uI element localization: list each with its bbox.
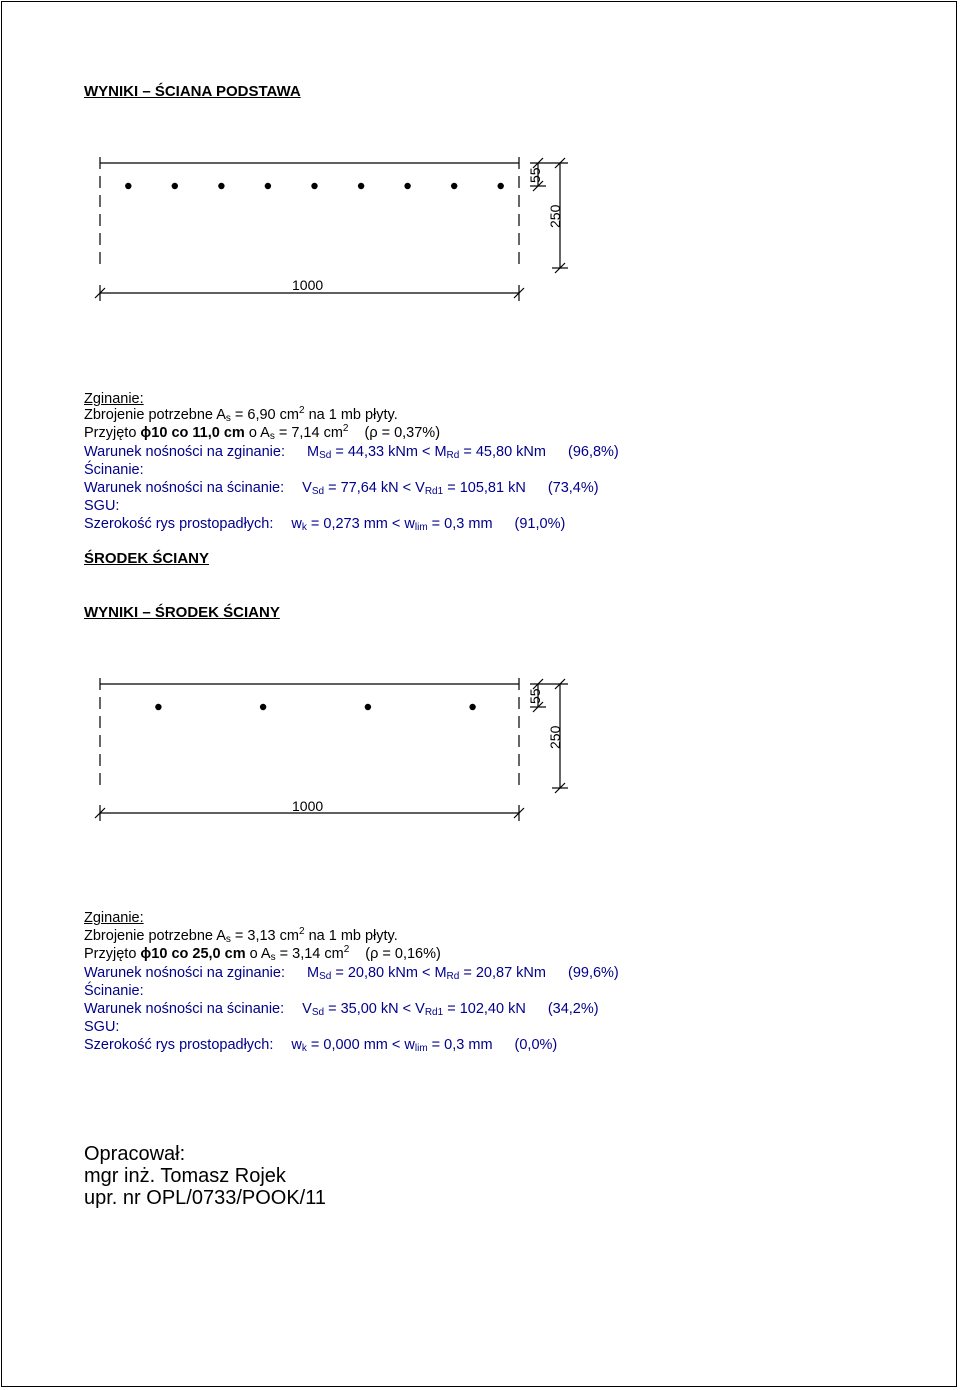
dim-cover-label: 55 xyxy=(527,167,543,183)
s1-warunek-zginanie-row: Warunek nośności na zginanie: $M_{Sd} = 44,33$ kNm < $M_{Rd} = 45,80$ kNm (96,8%) xyxy=(84,444,619,461)
s1-scinanie-label: Ścinanie: xyxy=(84,462,144,478)
author-name: mgr inż. Tomasz Rojek xyxy=(84,1165,286,1187)
dim-width-label: 1000 xyxy=(292,798,324,814)
section1-title: WYNIKI – ŚCIANA PODSTAWA xyxy=(84,83,301,100)
rebar-dot xyxy=(155,704,161,710)
s2-scinanie-label: Ścinanie: xyxy=(84,983,144,999)
rebar-dot xyxy=(358,183,364,189)
srodek-heading: ŚRODEK ŚCIANY xyxy=(84,550,210,567)
section1-diagram xyxy=(0,0,960,330)
rebar-dot xyxy=(172,183,178,189)
rebar-dot xyxy=(218,183,224,189)
s1-zbrojenie-row: Zbrojenie potrzebne $A_s = 6,90$ $cm^2$ na 1 mb płyty. xyxy=(84,405,398,424)
section2-title: WYNIKI – ŚRODEK ŚCIANY xyxy=(84,604,280,621)
author-label: Opracował: xyxy=(84,1143,186,1165)
s2-warunek-zginanie-row: Warunek nośności na zginanie: $M_{Sd} = 20,80$ kNm < $M_{Rd} = 20,87$ kNm (99,6%) xyxy=(84,965,619,982)
s2-zginanie-label: Zginanie: xyxy=(84,910,144,926)
s2-sgu-label: SGU: xyxy=(84,1019,120,1035)
author-license: upr. nr OPL/0733/POOK/11 xyxy=(84,1187,326,1209)
dim-cover-label: 55 xyxy=(527,688,543,704)
rebar-dot xyxy=(311,183,317,189)
s1-przyjeto-row: Przyjęto ϕ10 co 11,0 cm o $A_s = 7,14$ $cm^2$ (ρ = 0,37%) xyxy=(84,423,441,442)
s2-przyjeto-row: Przyjęto ϕ10 co 25,0 cm o $A_s = 3,14$ $cm^2$ (ρ = 0,16%) xyxy=(84,944,441,963)
rebar-dot xyxy=(125,183,131,189)
s1-zginanie-label: Zginanie: xyxy=(84,391,144,407)
s1-sgu-label: SGU: xyxy=(84,498,120,514)
dim-depth-label: 250 xyxy=(547,725,563,749)
rebar-dot xyxy=(498,183,504,189)
section2-diagram xyxy=(0,660,960,830)
s1-rysy-row: Szerokość rys prostopadłych: $w_k = 0,273$ mm < $w_{lim} = 0,3$ mm (91,0%) xyxy=(84,516,566,533)
rebar-dot xyxy=(365,704,371,710)
rebar-dot xyxy=(404,183,410,189)
rebar-dots xyxy=(155,704,476,710)
rebar-dot xyxy=(260,704,266,710)
s2-warunek-scinanie-row: Warunek nośności na ścinanie: $V_{Sd} = 35,00$ kN < $V_{Rd1} = 102,40$ kN (34,2%) xyxy=(84,1001,599,1018)
dim-depth-label: 250 xyxy=(547,204,563,228)
s1-warunek-scinanie-row: Warunek nośności na ścinanie: $V_{Sd} = 77,64$ kN < $V_{Rd1} = 105,81$ kN (73,4%) xyxy=(84,480,599,497)
rebar-dot xyxy=(451,183,457,189)
s2-rysy-row: Szerokość rys prostopadłych: $w_k = 0,000$ mm < $w_{lim} = 0,3$ mm (0,0%) xyxy=(84,1037,558,1054)
rebar-dots xyxy=(125,183,504,189)
s2-zbrojenie-row: Zbrojenie potrzebne $A_s = 3,13$ $cm^2$ na 1 mb płyty. xyxy=(84,926,398,945)
rebar-dot xyxy=(265,183,271,189)
rebar-dot xyxy=(469,704,475,710)
dim-width-label: 1000 xyxy=(292,277,324,293)
